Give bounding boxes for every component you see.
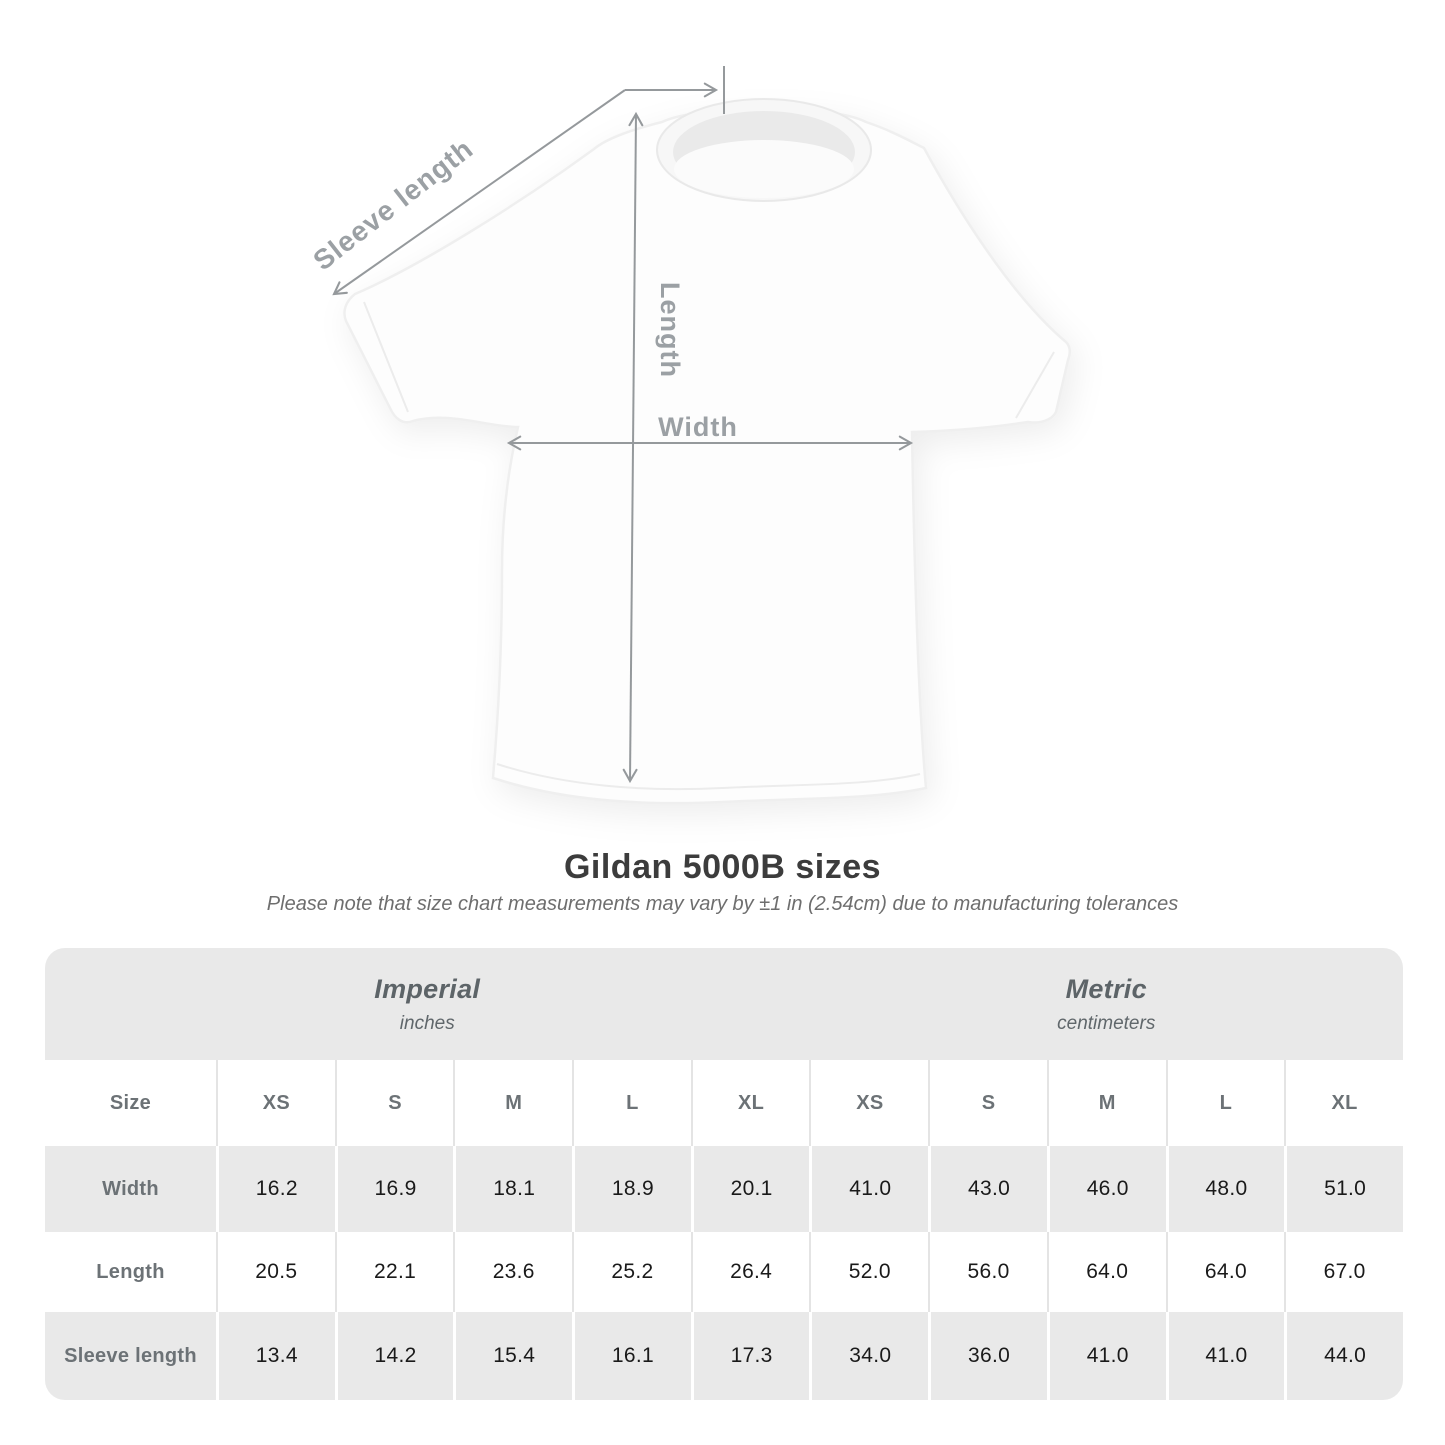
size-header-imperial-xs: XS bbox=[216, 1060, 335, 1146]
unit-name-metric: Metric bbox=[1065, 973, 1147, 1004]
width-imperial-m: 18.1 bbox=[453, 1146, 572, 1232]
collar-front bbox=[674, 140, 854, 198]
length-metric-l: 64.0 bbox=[1166, 1232, 1285, 1312]
size-column-header: Size bbox=[45, 1060, 216, 1146]
sleeve-imperial-m: 15.4 bbox=[453, 1312, 572, 1400]
width-imperial-s: 16.9 bbox=[335, 1146, 454, 1232]
sleeve-metric-m: 41.0 bbox=[1047, 1312, 1166, 1400]
width-imperial-xs: 16.2 bbox=[216, 1146, 335, 1232]
length-metric-xl: 67.0 bbox=[1284, 1232, 1403, 1312]
unit-sublabel-inches: inches bbox=[399, 1012, 455, 1034]
size-header-metric-m: M bbox=[1047, 1060, 1166, 1146]
size-header-imperial-xl: XL bbox=[691, 1060, 810, 1146]
length-metric-m: 64.0 bbox=[1047, 1232, 1166, 1312]
unit-header-imperial bbox=[45, 948, 809, 1060]
page-title: Gildan 5000B sizes bbox=[563, 848, 882, 886]
width-metric-m: 46.0 bbox=[1047, 1146, 1166, 1232]
size-header-metric-l: L bbox=[1166, 1060, 1285, 1146]
size-header-imperial-s: S bbox=[335, 1060, 454, 1146]
width-imperial-l: 18.9 bbox=[572, 1146, 691, 1232]
tshirt-silhouette bbox=[344, 109, 1069, 804]
page-subtitle: Please note that size chart measurements may vary by ±1 in (2.54cm) due to manufacturing tolerances bbox=[266, 893, 1179, 915]
width-metric-xl: 51.0 bbox=[1284, 1146, 1403, 1232]
length-metric-xs: 52.0 bbox=[809, 1232, 928, 1312]
length-imperial-s: 22.1 bbox=[335, 1232, 454, 1312]
sleeve-length-label: Sleeve length bbox=[307, 132, 479, 277]
sleeve-imperial-s: 14.2 bbox=[335, 1312, 454, 1400]
sleeve-metric-xl: 44.0 bbox=[1284, 1312, 1403, 1400]
size-header-imperial-m: M bbox=[453, 1060, 572, 1146]
length-imperial-m: 23.6 bbox=[453, 1232, 572, 1312]
row-label-width: Width bbox=[45, 1146, 216, 1232]
sleeve-imperial-l: 16.1 bbox=[572, 1312, 691, 1400]
width-metric-xs: 41.0 bbox=[809, 1146, 928, 1232]
length-label: Length bbox=[655, 282, 685, 378]
length-imperial-xl: 26.4 bbox=[691, 1232, 810, 1312]
sleeve-metric-s: 36.0 bbox=[928, 1312, 1047, 1400]
row-label-length: Length bbox=[45, 1232, 216, 1312]
length-imperial-l: 25.2 bbox=[572, 1232, 691, 1312]
size-header-metric-xl: XL bbox=[1284, 1060, 1403, 1146]
size-table bbox=[45, 948, 1403, 1400]
length-metric-s: 56.0 bbox=[928, 1232, 1047, 1312]
size-header-imperial-l: L bbox=[572, 1060, 691, 1146]
unit-header-metric bbox=[809, 948, 1403, 1060]
unit-sublabel-centimeters: centimeters bbox=[1057, 1012, 1156, 1034]
row-label-sleeve-length: Sleeve length bbox=[45, 1312, 216, 1400]
size-header-metric-xs: XS bbox=[809, 1060, 928, 1146]
width-metric-l: 48.0 bbox=[1166, 1146, 1285, 1232]
sleeve-imperial-xl: 17.3 bbox=[691, 1312, 810, 1400]
sleeve-metric-xs: 34.0 bbox=[809, 1312, 928, 1400]
unit-name-imperial: Imperial bbox=[374, 973, 481, 1004]
size-header-metric-s: S bbox=[928, 1060, 1047, 1146]
width-metric-s: 43.0 bbox=[928, 1146, 1047, 1232]
sleeve-metric-l: 41.0 bbox=[1166, 1312, 1285, 1400]
sleeve-imperial-xs: 13.4 bbox=[216, 1312, 335, 1400]
tshirt-illustration bbox=[344, 99, 1069, 803]
length-imperial-xs: 20.5 bbox=[216, 1232, 335, 1312]
width-imperial-xl: 20.1 bbox=[691, 1146, 810, 1232]
width-label: Width bbox=[658, 412, 738, 442]
